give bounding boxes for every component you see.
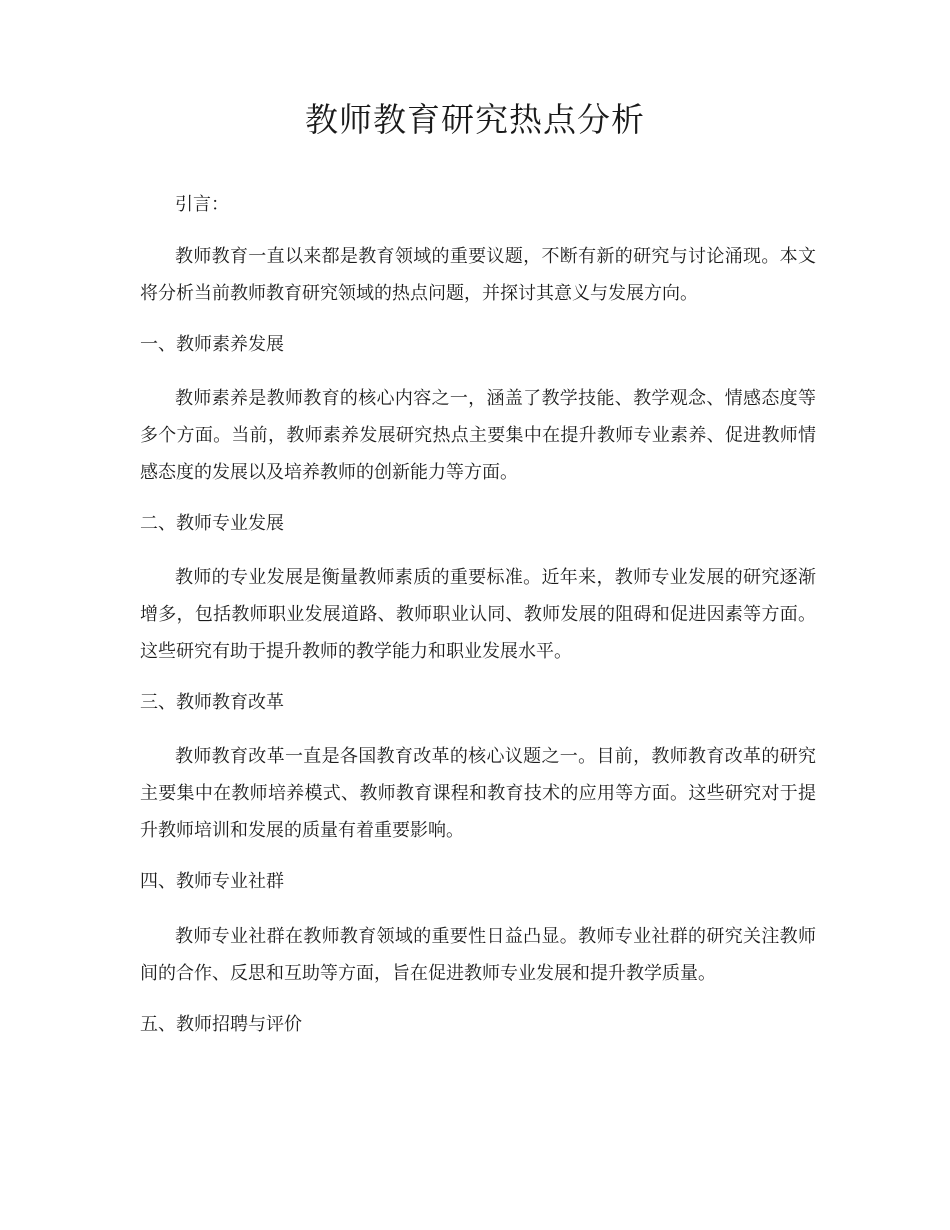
section-paragraph-4: 教师专业社群在教师教育领域的重要性日益凸显。教师专业社群的研究关注教师间的合作、反思和互助等方面，旨在促进教师专业发展和提升教学质量。 [140,926,816,984]
document-title: 教师教育研究热点分析 [305,100,645,139]
section-heading-4: 四、教师专业社群 [140,871,284,892]
intro-label: 引言： [175,194,229,215]
section-paragraph-1: 教师素养是教师教育的核心内容之一，涵盖了教学技能、教学观念、情感态度等多个方面。当前，教师素养发展研究热点主要集中在提升教师专业素养、促进教师情感态度的发展以及培养教师的创新能力等方面。 [140,388,816,483]
section-heading-5: 五、教师招聘与评价 [140,1014,302,1035]
section-heading-2: 二、教师专业发展 [140,513,284,534]
section-paragraph-2: 教师的专业发展是衡量教师素质的重要标准。近年来，教师专业发展的研究逐渐增多，包括教师职业发展道路、教师职业认同、教师发展的阻碍和促进因素等方面。这些研究有助于提升教师的教学能力和职业发展水平。 [140,567,816,662]
intro-paragraph: 教师教育一直以来都是教育领域的重要议题，不断有新的研究与讨论涌现。本文将分析当前教师教育研究领域的热点问题，并探讨其意义与发展方向。 [140,246,816,304]
section-heading-3: 三、教师教育改革 [140,692,284,713]
section-heading-1: 一、教师素养发展 [140,334,284,355]
section-paragraph-3: 教师教育改革一直是各国教育改革的核心议题之一。目前，教师教育改革的研究主要集中在教师培养模式、教师教育课程和教育技术的应用等方面。这些研究对于提升教师培训和发展的质量有着重要影响。 [140,746,816,841]
